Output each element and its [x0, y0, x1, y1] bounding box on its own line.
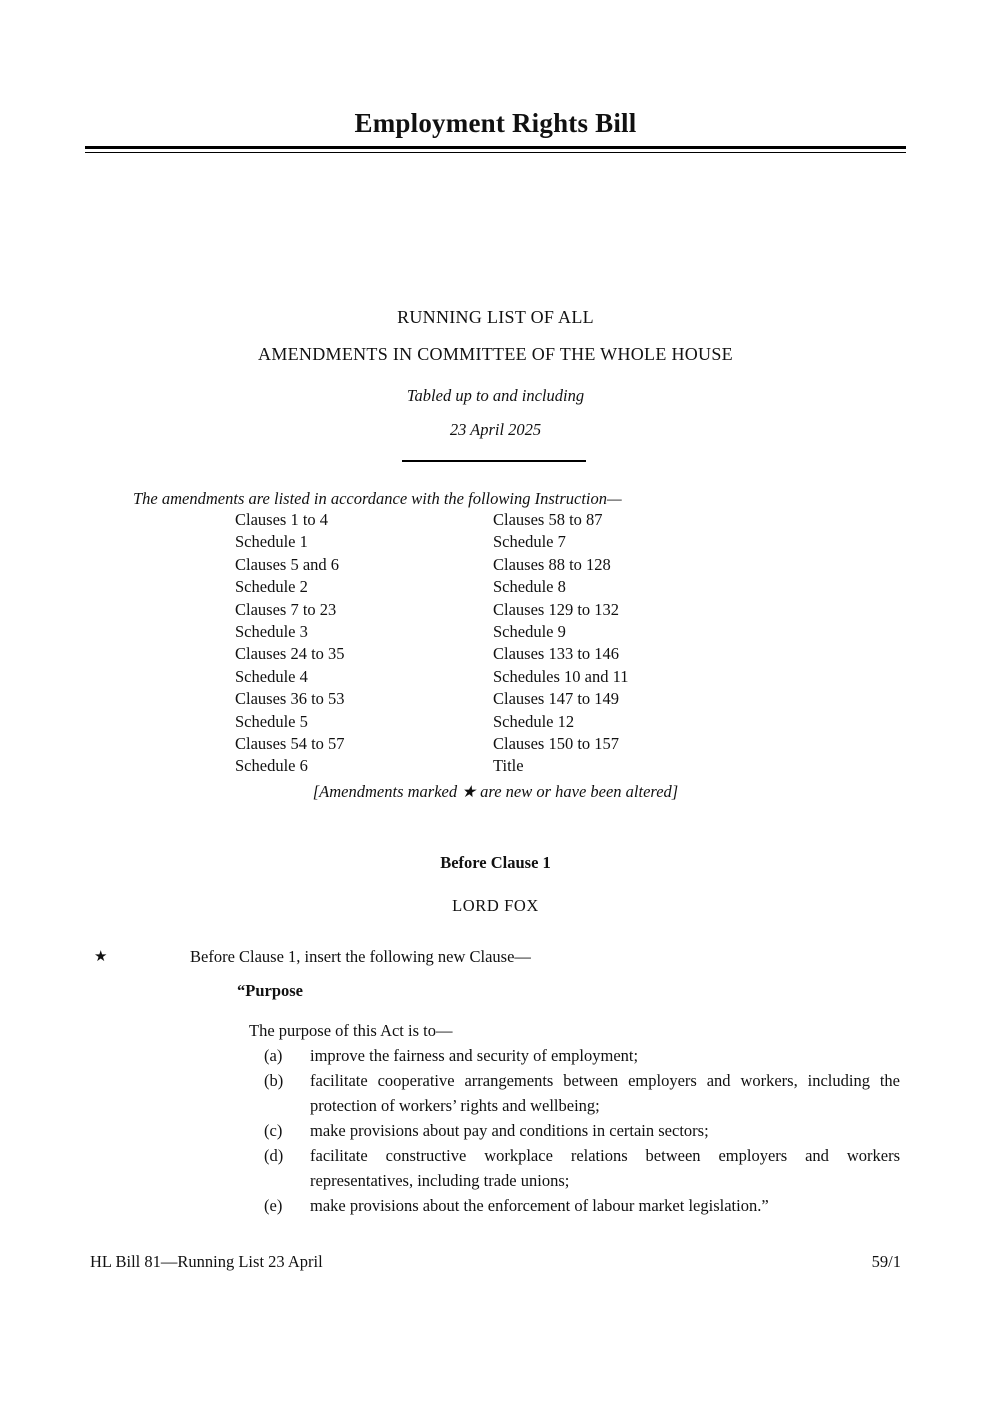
paragraph-text: facilitate constructive workplace relations between employers and workers representatives, including trade unions; — [310, 1146, 900, 1190]
paragraph-label: (a) — [264, 1046, 283, 1065]
clause-list-item: Clauses 5 and 6 — [235, 554, 340, 574]
clause-list-item: Clauses 150 to 157 — [493, 734, 620, 754]
clause-list-item: Schedules 10 and 11 — [493, 666, 629, 686]
clause-list-item: Schedule 2 — [235, 577, 308, 597]
page-footer — [90, 1252, 901, 1272]
paragraph-label: (d) — [264, 1146, 284, 1165]
title-double-rule — [85, 146, 906, 153]
document-subheading — [0, 307, 991, 365]
clause-list-item: Schedule 12 — [493, 711, 575, 731]
clause-list-item: Title — [493, 756, 524, 776]
clause-list-item: Clauses 36 to 53 — [235, 689, 345, 709]
clause-body-intro: The purpose of this Act is to— — [249, 1021, 453, 1040]
clause-list-item: Clauses 147 to 149 — [493, 689, 620, 709]
clause-list-item: Schedule 7 — [493, 532, 566, 552]
clause-list-item: Clauses 129 to 132 — [493, 599, 620, 619]
clause-paragraph — [264, 1043, 900, 1068]
page-title: Employment Rights Bill — [354, 108, 637, 138]
clause-list-right-column — [493, 509, 753, 778]
clause-list-item: Schedule 8 — [493, 577, 566, 597]
clause-paragraph — [264, 1143, 900, 1193]
mover-name: LORD FOX — [452, 896, 539, 915]
tabled-up-to-line: Tabled up to and including — [406, 386, 585, 405]
clause-paragraph — [264, 1118, 900, 1143]
clause-list-item: Clauses 88 to 128 — [493, 554, 611, 574]
subheading-line1: RUNNING LIST OF ALL — [397, 307, 594, 327]
clause-paragraph-list — [264, 1043, 900, 1218]
new-clause-title: “Purpose — [237, 981, 303, 1000]
clause-list-item: Clauses 24 to 35 — [235, 644, 345, 664]
separator-rule — [402, 460, 586, 462]
clause-list-item: Schedule 6 — [235, 756, 308, 776]
clause-list-item: Clauses 133 to 146 — [493, 644, 620, 664]
clause-list-item: Schedule 3 — [235, 622, 308, 642]
clause-list-item: Clauses 58 to 87 — [493, 510, 603, 529]
paragraph-label: (c) — [264, 1121, 283, 1140]
paragraph-text: improve the fairness and security of employment; — [310, 1046, 639, 1065]
clause-list-item: Schedule 5 — [235, 711, 308, 731]
amendments-marked-note: [Amendments marked ★ are new or have been altered] — [312, 782, 679, 801]
paragraph-label: (e) — [264, 1196, 283, 1215]
clause-list-item: Schedule 4 — [235, 666, 308, 686]
instruction-clause-list — [235, 509, 753, 778]
clause-list-item: Schedule 9 — [493, 622, 566, 642]
clause-list-item: Clauses 7 to 23 — [235, 599, 337, 619]
clause-list-item: Clauses 1 to 4 — [235, 510, 329, 529]
paragraph-text: facilitate cooperative arrangements between employers and workers, including the protection of workers’ rights and wellbeing; — [310, 1071, 900, 1115]
subheading-line2: AMENDMENTS IN COMMITTEE OF THE WHOLE HOUSE — [258, 344, 733, 364]
clause-paragraph — [264, 1068, 900, 1118]
footer-bill-reference: HL Bill 81—Running List 23 April — [90, 1252, 323, 1271]
amendment-lead-text: Before Clause 1, insert the following new Clause— — [190, 947, 531, 966]
rule-thick — [85, 146, 906, 149]
paragraph-label: (b) — [264, 1071, 284, 1090]
paragraph-text: make provisions about pay and conditions in certain sectors; — [310, 1121, 709, 1140]
clause-list-item: Clauses 54 to 57 — [235, 734, 345, 754]
clause-list-left-column — [235, 509, 493, 778]
tabled-date: 23 April 2025 — [449, 420, 542, 439]
new-amendment-star-icon: ★ — [94, 947, 108, 965]
footer-page-number: 59/1 — [871, 1252, 901, 1271]
clause-paragraph — [264, 1193, 900, 1218]
tabled-note — [0, 386, 991, 440]
instruction-intro: The amendments are listed in accordance with the following Instruction— — [133, 489, 622, 508]
paragraph-text: make provisions about the enforcement of labour market legislation.” — [310, 1196, 769, 1215]
rule-thin — [85, 152, 906, 153]
section-heading-before-clause-1: Before Clause 1 — [440, 853, 551, 872]
clause-list-item: Schedule 1 — [235, 532, 308, 552]
